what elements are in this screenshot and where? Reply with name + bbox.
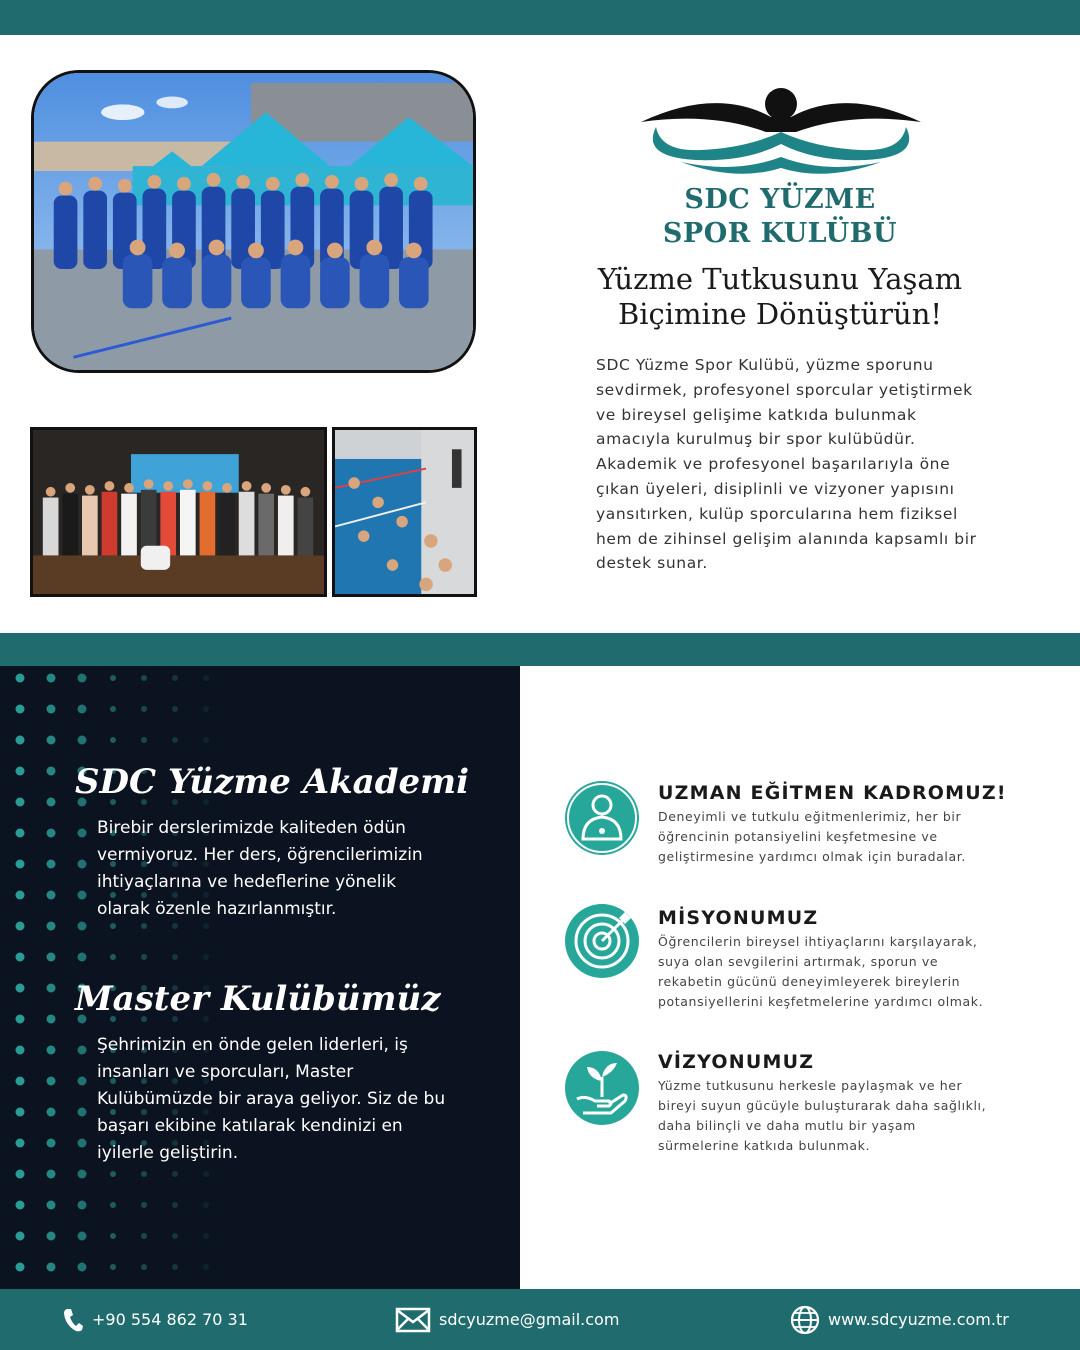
plant-hand-icon [565,1051,639,1125]
pattern-dot [47,1077,56,1086]
pattern-dot [47,705,56,714]
pattern-dot [78,953,87,962]
pattern-dot [78,1077,87,1086]
pattern-dot [172,1202,178,1208]
pattern-dot [47,829,56,838]
phone-icon [62,1307,84,1333]
pattern-dot [78,1108,87,1117]
pattern-dot [203,1202,209,1208]
pattern-dot [16,1046,25,1055]
pattern-dot [47,1015,56,1024]
email-address: sdcyuzme@gmail.com [439,1310,620,1329]
feature-title: MİSYONUMUZ [658,907,819,929]
pattern-dot [16,1108,25,1117]
pattern-dot [110,954,116,960]
pattern-dot [16,1015,25,1024]
pattern-dot [47,1232,56,1241]
pattern-dot [78,705,87,714]
pattern-dot [16,705,25,714]
email-contact[interactable] [395,1289,619,1350]
pattern-dot [16,829,25,838]
pattern-dot [110,923,116,929]
gala-photo [30,427,327,597]
pattern-dot [78,736,87,745]
pattern-dot [16,953,25,962]
pattern-dot [47,1263,56,1272]
pattern-dot [78,1046,87,1055]
pattern-dot [16,1263,25,1272]
pattern-dot [203,1233,209,1239]
pattern-dot [47,953,56,962]
pattern-dot [47,922,56,931]
pattern-dot [16,984,25,993]
pattern-dot [16,1201,25,1210]
pattern-dot [110,1233,116,1239]
feature-text: Öğrencilerin bireysel ihtiyaçlarını karşılayarak, suya olan sevgilerini artırmak, sporun ve rekabetin gücünü deneyimleyerek bireylerin potansiyellerini keşfetmelerine yardımcı olmak. [658,934,984,1009]
pattern-dot [141,706,147,712]
swimmer-logo-icon [636,82,926,182]
academy-text: Birebir derslerimizde kaliteden ödün vermiyoruz. Her ders, öğrencilerimizin ihtiyaçlarına ve hedeflerine yönelik olarak özenle hazırlanmıştır. [97,818,423,919]
pattern-dot [47,1108,56,1117]
pattern-dot [141,923,147,929]
pool-photo [332,427,477,597]
pattern-dot [78,891,87,900]
pattern-dot [110,706,116,712]
brand-name-line2: SPOR KULÜBÜ [662,218,898,249]
pattern-dot [110,737,116,743]
pattern-dot [78,1139,87,1148]
pattern-dot [172,675,178,681]
pattern-dot [47,891,56,900]
pattern-dot [47,674,56,683]
pattern-dot [16,798,25,807]
pattern-dot [172,1264,178,1270]
middle-band [0,633,1080,666]
contact-footer [0,1289,1080,1350]
pattern-dot [110,675,116,681]
pattern-dot [16,1077,25,1086]
pattern-dot [47,1139,56,1148]
pattern-dot [110,1264,116,1270]
pattern-dot [141,954,147,960]
top-band [0,0,1080,35]
pattern-dot [203,737,209,743]
academy-title: SDC Yüzme Akademi [75,762,469,802]
pattern-dot [141,675,147,681]
pattern-dot [141,1171,147,1177]
feature-text: Deneyimli ve tutkulu eğitmenlerimiz, her bir öğrencinin potansiyelini keşfetmesine ve geliştirmesine yardımcı olmak için buradalar. [658,809,966,864]
feature-text: Yüzme tutkusunu herkesle paylaşmak ve her bireyi suyun gücüyle buluşturarak daha sağlıklı, daha bilinçli ve daha mutlu bir yaşam sürmelerine katkıda bulunmak. [658,1078,987,1153]
pattern-dot [16,922,25,931]
mail-icon [395,1307,431,1333]
phone-number: +90 554 862 70 31 [92,1310,248,1329]
master-text: Şehrimizin en önde gelen liderleri, iş insanları ve sporcuları, Master Kulübümüzde bir araya geliyor. Siz de bu başarı ekibine katılarak kendinizi en iyilerle geliştirin. [97,1035,446,1163]
pattern-dot [141,1233,147,1239]
pattern-dot [16,891,25,900]
feature-title: UZMAN EĞİTMEN KADROMUZ! [658,782,1007,804]
target-icon [565,904,639,978]
pattern-dot [78,829,87,838]
pattern-dot [172,706,178,712]
team-photo [31,70,476,373]
pattern-dot [203,1171,209,1177]
pattern-dot [47,767,56,776]
website-contact[interactable] [790,1289,1009,1350]
pattern-dot [172,954,178,960]
pattern-dot [172,737,178,743]
pattern-dot [78,1232,87,1241]
phone-contact[interactable] [62,1289,248,1350]
pattern-dot [203,954,209,960]
pattern-dot [16,736,25,745]
pattern-dot [110,1202,116,1208]
pattern-dot [47,736,56,745]
pattern-dot [47,984,56,993]
pattern-dot [47,798,56,807]
pattern-dot [141,1202,147,1208]
pattern-dot [16,1232,25,1241]
tagline [575,262,985,332]
dot-pattern [0,666,240,1289]
pattern-dot [47,1170,56,1179]
coach-icon [565,781,639,855]
feature-title: VİZYONUMUZ [658,1051,815,1073]
pattern-dot [16,860,25,869]
brand-name-line1: SDC YÜZME [684,184,876,215]
pattern-dot [47,1046,56,1055]
pattern-dot [141,1264,147,1270]
pattern-dot [47,860,56,869]
pattern-dot [78,674,87,683]
pattern-dot [172,923,178,929]
pattern-dot [141,737,147,743]
tagline-line1: Yüzme Tutkusunu Yaşam [597,262,963,296]
pattern-dot [16,1170,25,1179]
pattern-dot [47,1201,56,1210]
pattern-dot [203,923,209,929]
pattern-dot [172,1171,178,1177]
pattern-dot [78,1170,87,1179]
pattern-dot [110,1171,116,1177]
pattern-dot [172,1233,178,1239]
globe-icon [790,1305,820,1335]
pattern-dot [203,1264,209,1270]
website-url: www.sdcyuzme.com.tr [828,1310,1009,1329]
master-title: Master Kulübümüz [75,979,441,1019]
pattern-dot [78,860,87,869]
pattern-dot [78,1201,87,1210]
pattern-dot [16,1139,25,1148]
pattern-dot [78,922,87,931]
pattern-dot [203,675,209,681]
pattern-dot [203,706,209,712]
pattern-dot [78,1263,87,1272]
intro-paragraph: SDC Yüzme Spor Kulübü, yüzme sporunu sevdirmek, profesyonel sporcular yetiştirmek ve bireysel gelişime katkıda bulunmak amacıyla kurulmuş bir spor kulübüdür. Akademik ve profesyonel başarılarıyla öne çıkan üyeleri, disiplinli ve vizyoner yapısını yansıtırken, kulüp sporcularına hem fiziksel hem de zihinsel gelişim alanında kapsamlı bir destek sunar. [596,356,977,573]
pattern-dot [16,674,25,683]
pattern-dot [16,767,25,776]
tagline-line2: Biçimine Dönüştürün! [617,297,943,331]
programs-panel [0,666,520,1289]
